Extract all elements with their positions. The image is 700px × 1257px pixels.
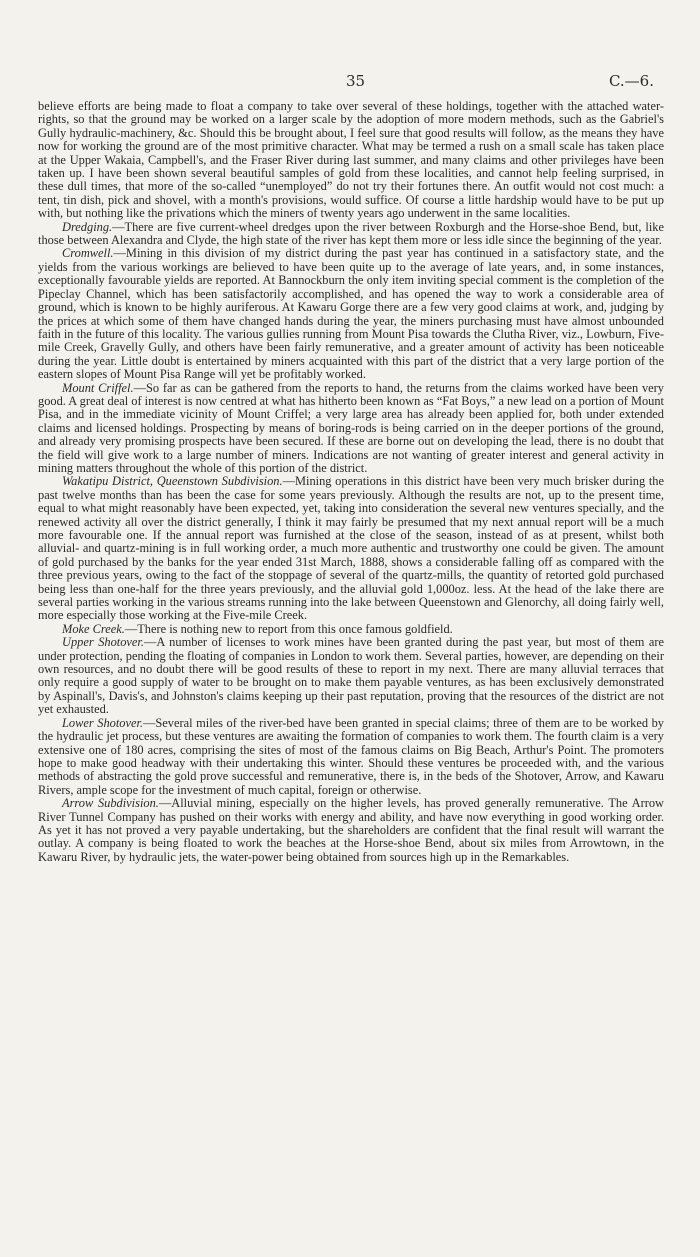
paragraph-cromwell [38,247,664,381]
section-heading: Moke Creek. [62,621,125,636]
section-heading: Dredging. [62,219,113,234]
page-header [38,72,664,94]
paragraph-lower-shotover [38,717,664,797]
paragraph-text: believe efforts are being made to float a company to take over several of these holdings, together with the attached water-rights, so that the ground may be worked on a larger scale by the adoption of more modern methods, such as the Gabriel's Gully hydraulic-machinery, &c. Should this be brought about, I feel sure that good results will follow, as the means they have now for working the ground are of the most primitive character. What may be termed a rush on a small scale has taken place at the Upper Wakaia, Campbell's, and the Fraser River during last summer, and many claims and other privileges have been taken up. I have been shown several beautiful samples of gold from these localities, and cannot help feeling surprised, in these dull times, that more of the so-called “unemployed” do not try their fortunes there. An outfit would not cost much: a tent, tin dish, pick and shovel, with a month's provisions, would suffice. Of course a little hardship would have to be put up with, but nothing like the privations which the miners of twenty years ago underwent in the same localities. [38,99,664,221]
paragraph-mount-criffel [38,382,664,476]
paragraph-text: —Alluvial mining, especially on the higher levels, has proved generally remunerative. The Arrow River Tunnel Company has pushed on their works with energy and ability, and have now everything in good working order. As yet it has not proved a very payable undertaking, but the shareholders are confident that the final result will warrant the outlay. A company is being floated to work the beaches at the Horse-shoe Bend, about six miles from Arrowtown, in the Kawaru River, by hydraulic jets, the water-power being obtained from sources high up in the Remarkables. [38,796,664,864]
paragraph-text: —There is nothing new to report from this once famous goldfield. [124,621,453,636]
section-heading: Lower Shotover. [62,715,144,730]
paragraph-continuation [38,100,664,221]
paragraph-text: —There are five current-wheel dredges upon the river between Roxburgh and the Horse-shoe Bend, but, like those between Alexandra and Clyde, the high state of the river has kept them more or less idle since the beginning of the year. [38,219,664,248]
paragraph-wakatipu [38,475,664,622]
section-heading: Upper Shotover. [62,635,144,650]
paragraph-arrow-subdivision [38,797,664,864]
document-code: C.—6. [608,72,654,90]
paragraph-dredging [38,221,664,248]
page-number: 35 [346,72,366,90]
section-heading: Arrow Subdivision. [62,796,159,811]
section-heading: Wakatipu District, Queenstown Subdivision. [62,474,283,489]
paragraph-text: —Several miles of the river-bed have been granted in special claims; three of them are to be worked by the hydraulic jet process, but these ventures are awaiting the formation of companies to work them. The fourth claim is a very extensive one of 180 acres, comprising the sites of most of the famous claims on Big Beach, Arthur's Point. The promoters hope to make good headway with their undertaking this winter. Should these ventures be proceeded with, and the various methods of abstracting the gold prove successful and remunerative, there is, in the beds of the Shotover, Arrow, and Kawaru Rivers, ample scope for the investment of much capital, foreign or otherwise. [38,715,664,797]
section-heading: Cromwell. [62,246,114,261]
paragraph-text: —Mining in this division of my district during the past year has continued in a satisfactory state, and the yields from the various workings are believed to have been quite up to the average of late years, and, in some instances, exceptionally favourable yields are reported. At Bannockburn the only item inviting special comment is the completion of the Pipeclay Channel, which has been satisfactorily accomplished, and has opened the way to work a considerable area of ground, which is known to be highly auriferous. At Kawaru Gorge there are a few very good claims at work, and, judging by the prices at which some of them have changed hands during the year, the miners purchasing must have almost unbounded faith in the future of this locality. The various gullies running from Mount Pisa towards the Clutha River, viz., Lowburn, Five-mile Creek, Gravelly Gully, and others have been fairly remunerative, and a greater amount of activity has been noticeable during the year. Little doubt is entertained by miners acquainted with this part of the district that a very large portion of the eastern slopes of Mount Pisa Range will yet be profitably worked. [38,246,664,382]
paragraph-text: —A number of licenses to work mines have been granted during the past year, but most of them are under protection, pending the floating of companies in London to work them. Several parties, however, are depending on their own resources, and no doubt there will be good results of these to report in my next. There are many alluvial terraces that only require a good supply of water to be brought on to make them payable ventures, as has been exclusively demonstrated by Aspinall's, Davis's, and Johnston's claims keeping up their past reputation, proving that the resources of the district are not yet exhausted. [38,635,664,717]
paragraph-upper-shotover [38,636,664,716]
paragraph-moke-creek [38,623,664,636]
paragraph-text: —So far as can be gathered from the reports to hand, the returns from the claims worked have been very good. A great deal of interest is now centred at what has hitherto been known as “Fat Boys,” a new lead on a portion of Mount Pisa, and in the immediate vicinity of Mount Criffel; a very large area has already been applied for, both under extended claims and licensed holdings. Prospecting by means of boring-rods is being carried on in the deeper portions of the ground, and already very promising prospects have been secured. If these are borne out on developing the lead, there is no doubt that the field will give work to a large number of miners. Indications are not wanting of greater interest and general activity in mining matters throughout the whole of this portion of the district. [38,380,665,475]
paragraph-text: —Mining operations in this district have been very much brisker during the past twelve months than has been the case for some years previously. Although the results are not, up to the present time, equal to what might reasonably have been expected, yet, taking into consideration the several new ventures specially, and the renewed activity all over the district generally, I think it may fairly be presumed that my next annual report will be a much more favourable one. If the annual report was furnished at the close of the season, instead of as at present, whilst both alluvial- and quartz-mining is in full working order, a much more authentic and trustworthy one could be given. The amount of gold purchased by the banks for the year ended 31st March, 1888, shows a considerable falling off as compared with the three previous years, owing to the fact of the stoppage of several of the quartz-mills, the quantity of retorted gold purchased being less than one-half for the three years previously, and the alluvial gold 1,000oz. less. At the head of the lake there are several parties working in the various streams running into the lake between Queenstown and Glenorchy, all doing fairly well, more especially those working at the Five-mile Creek. [38,474,664,623]
report-body [38,100,664,864]
section-heading: Mount Criffel. [62,380,134,395]
